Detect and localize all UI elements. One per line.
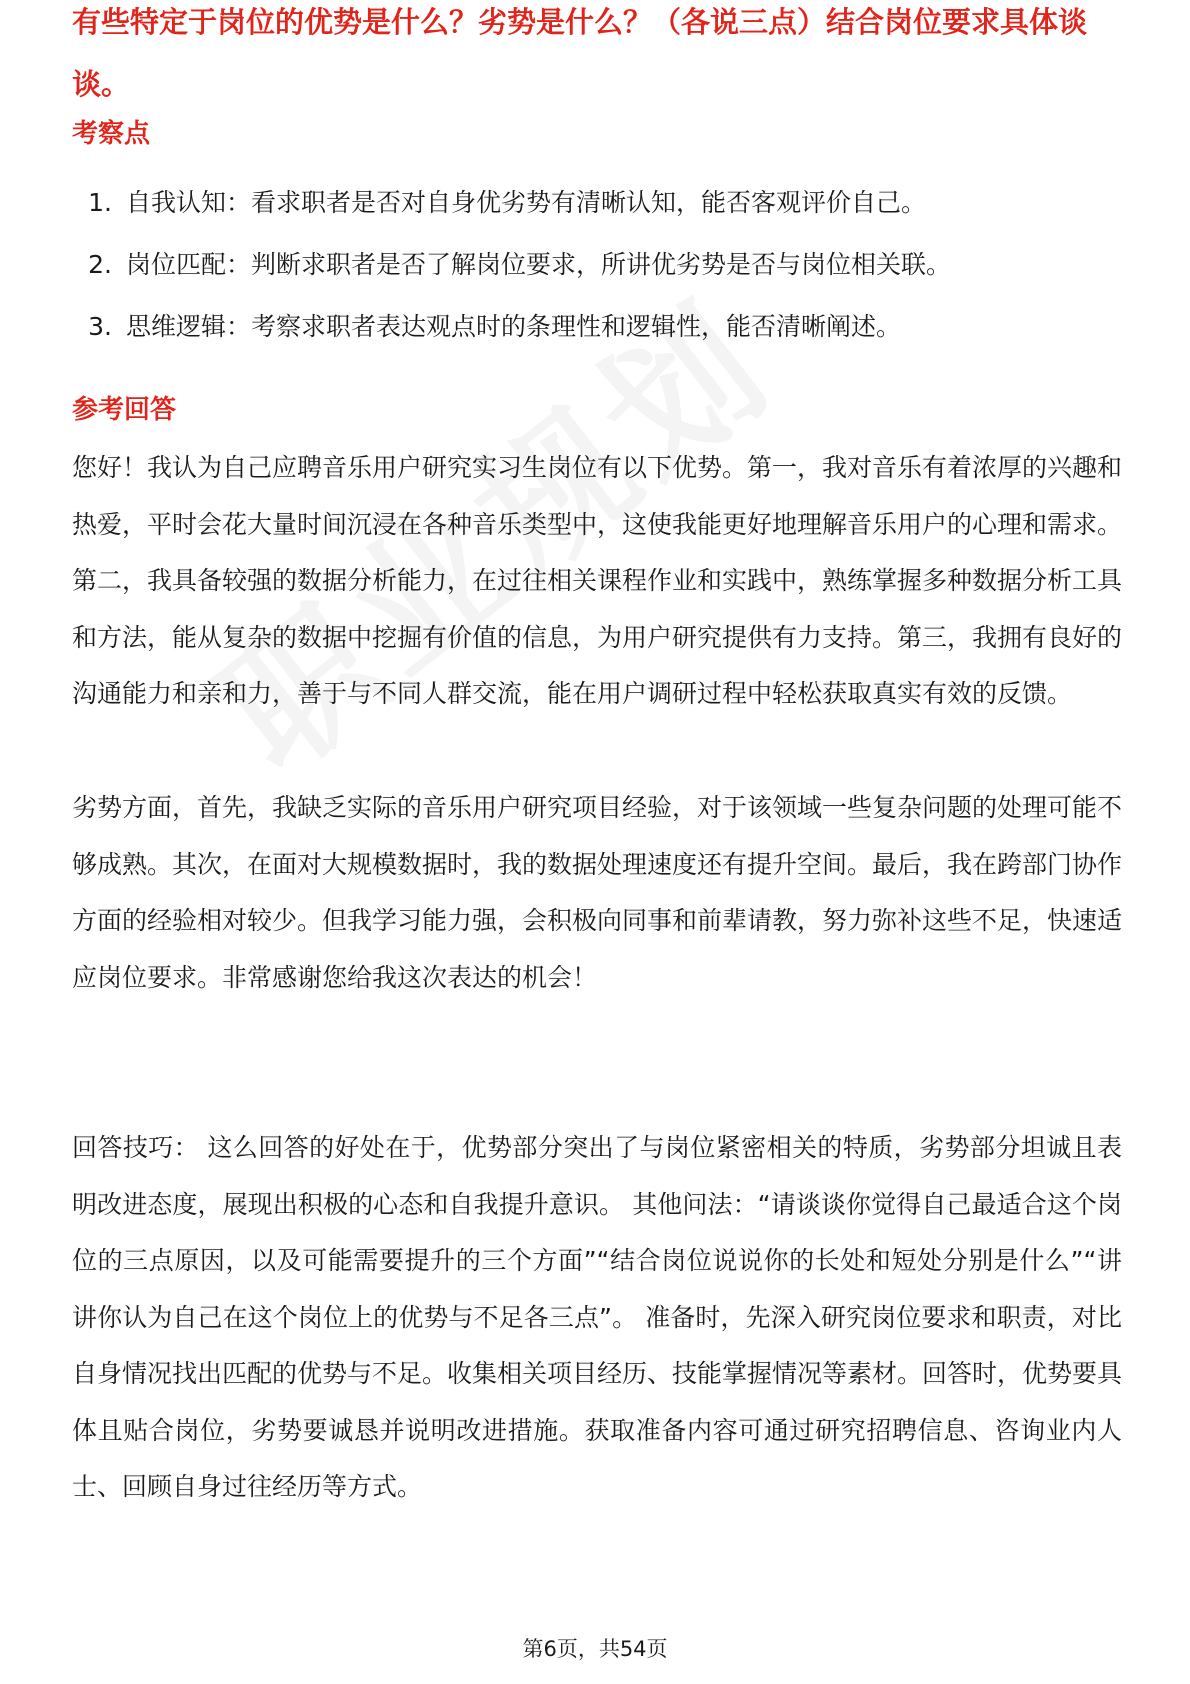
- answer-paragraph-strengths: 您好！我认为自己应聘音乐用户研究实习生岗位有以下优势。第一，我对音乐有着浓厚的兴趣和热爱，平时会花大量时间沉浸在各种音乐类型中，这使我能更好地理解音乐用户的心理和需求。第二，我具备较强的数据分析能力，在过往相关课程作业和实践中，熟练掌握多种数据分析工具和方法，能从复杂的数据中挖掘有价值的信息，为用户研究提供有力支持。第三，我拥有良好的沟通能力和亲和力，善于与不同人群交流，能在用户调研过程中轻松获取真实有效的反馈。: [72, 453, 1123, 708]
- list-item: 2. 岗位匹配：判断求职者是否了解岗位要求，所讲优劣势是否与岗位相关联。: [88, 250, 952, 279]
- page-number-footer: 第6页，共54页: [522, 1637, 668, 1661]
- list-item: 1. 自我认知：看求职者是否对自身优劣势有清晰认知，能否客观评价自己。: [88, 188, 927, 217]
- list-item: 3. 思维逻辑：考察求职者表达观点时的条理性和逻辑性，能否清晰阐述。: [88, 312, 902, 341]
- question-cut-line: [72, 5, 1122, 62]
- answer-paragraph-weaknesses: 劣势方面，首先，我缺乏实际的音乐用户研究项目经验，对于该领域一些复杂问题的处理可能不够成熟。其次，在面对大规模数据时，我的数据处理速度还有提升空间。最后，我在跨部门协作方面的经验相对较少。但我学习能力强，会积极向同事和前辈请教，努力弥补这些不足，快速适应岗位要求。非常感谢您给我这次表达的机会！: [72, 793, 1123, 992]
- question-cut-text: 有些特定于岗位的优势是什么？劣势是什么？（各说三点）结合岗位要求具体谈: [72, 5, 1088, 39]
- exam-points-list: [72, 185, 1122, 371]
- reference-answer-heading: 参考回答: [72, 395, 177, 425]
- question-tail: 谈。: [72, 67, 131, 101]
- answer-tips-paragraph: 回答技巧： 这么回答的好处在于，优势部分突出了与岗位紧密相关的特质，劣势部分坦诚且表明改进态度，展现出积极的心态和自我提升意识。 其他问法：“请谈谈你觉得自己最适合这个岗位的三点原因，以及可能需要提升的三个方面”“结合岗位说说你的长处和短处分别是什么”“讲讲你认为自己在这个岗位上的优势与不足各三点”。 准备时，先深入研究岗位要求和职责，对比自身情况找出匹配的优势与不足。收集相关项目经历、技能掌握情况等素材。回答时，优势要具体且贴合岗位，劣势要诚恳并说明改进措施。获取准备内容可通过研究招聘信息、咨询业内人士、回顾自身过往经历等方式。: [72, 1133, 1123, 1501]
- exam-points-heading: 考察点: [72, 119, 151, 149]
